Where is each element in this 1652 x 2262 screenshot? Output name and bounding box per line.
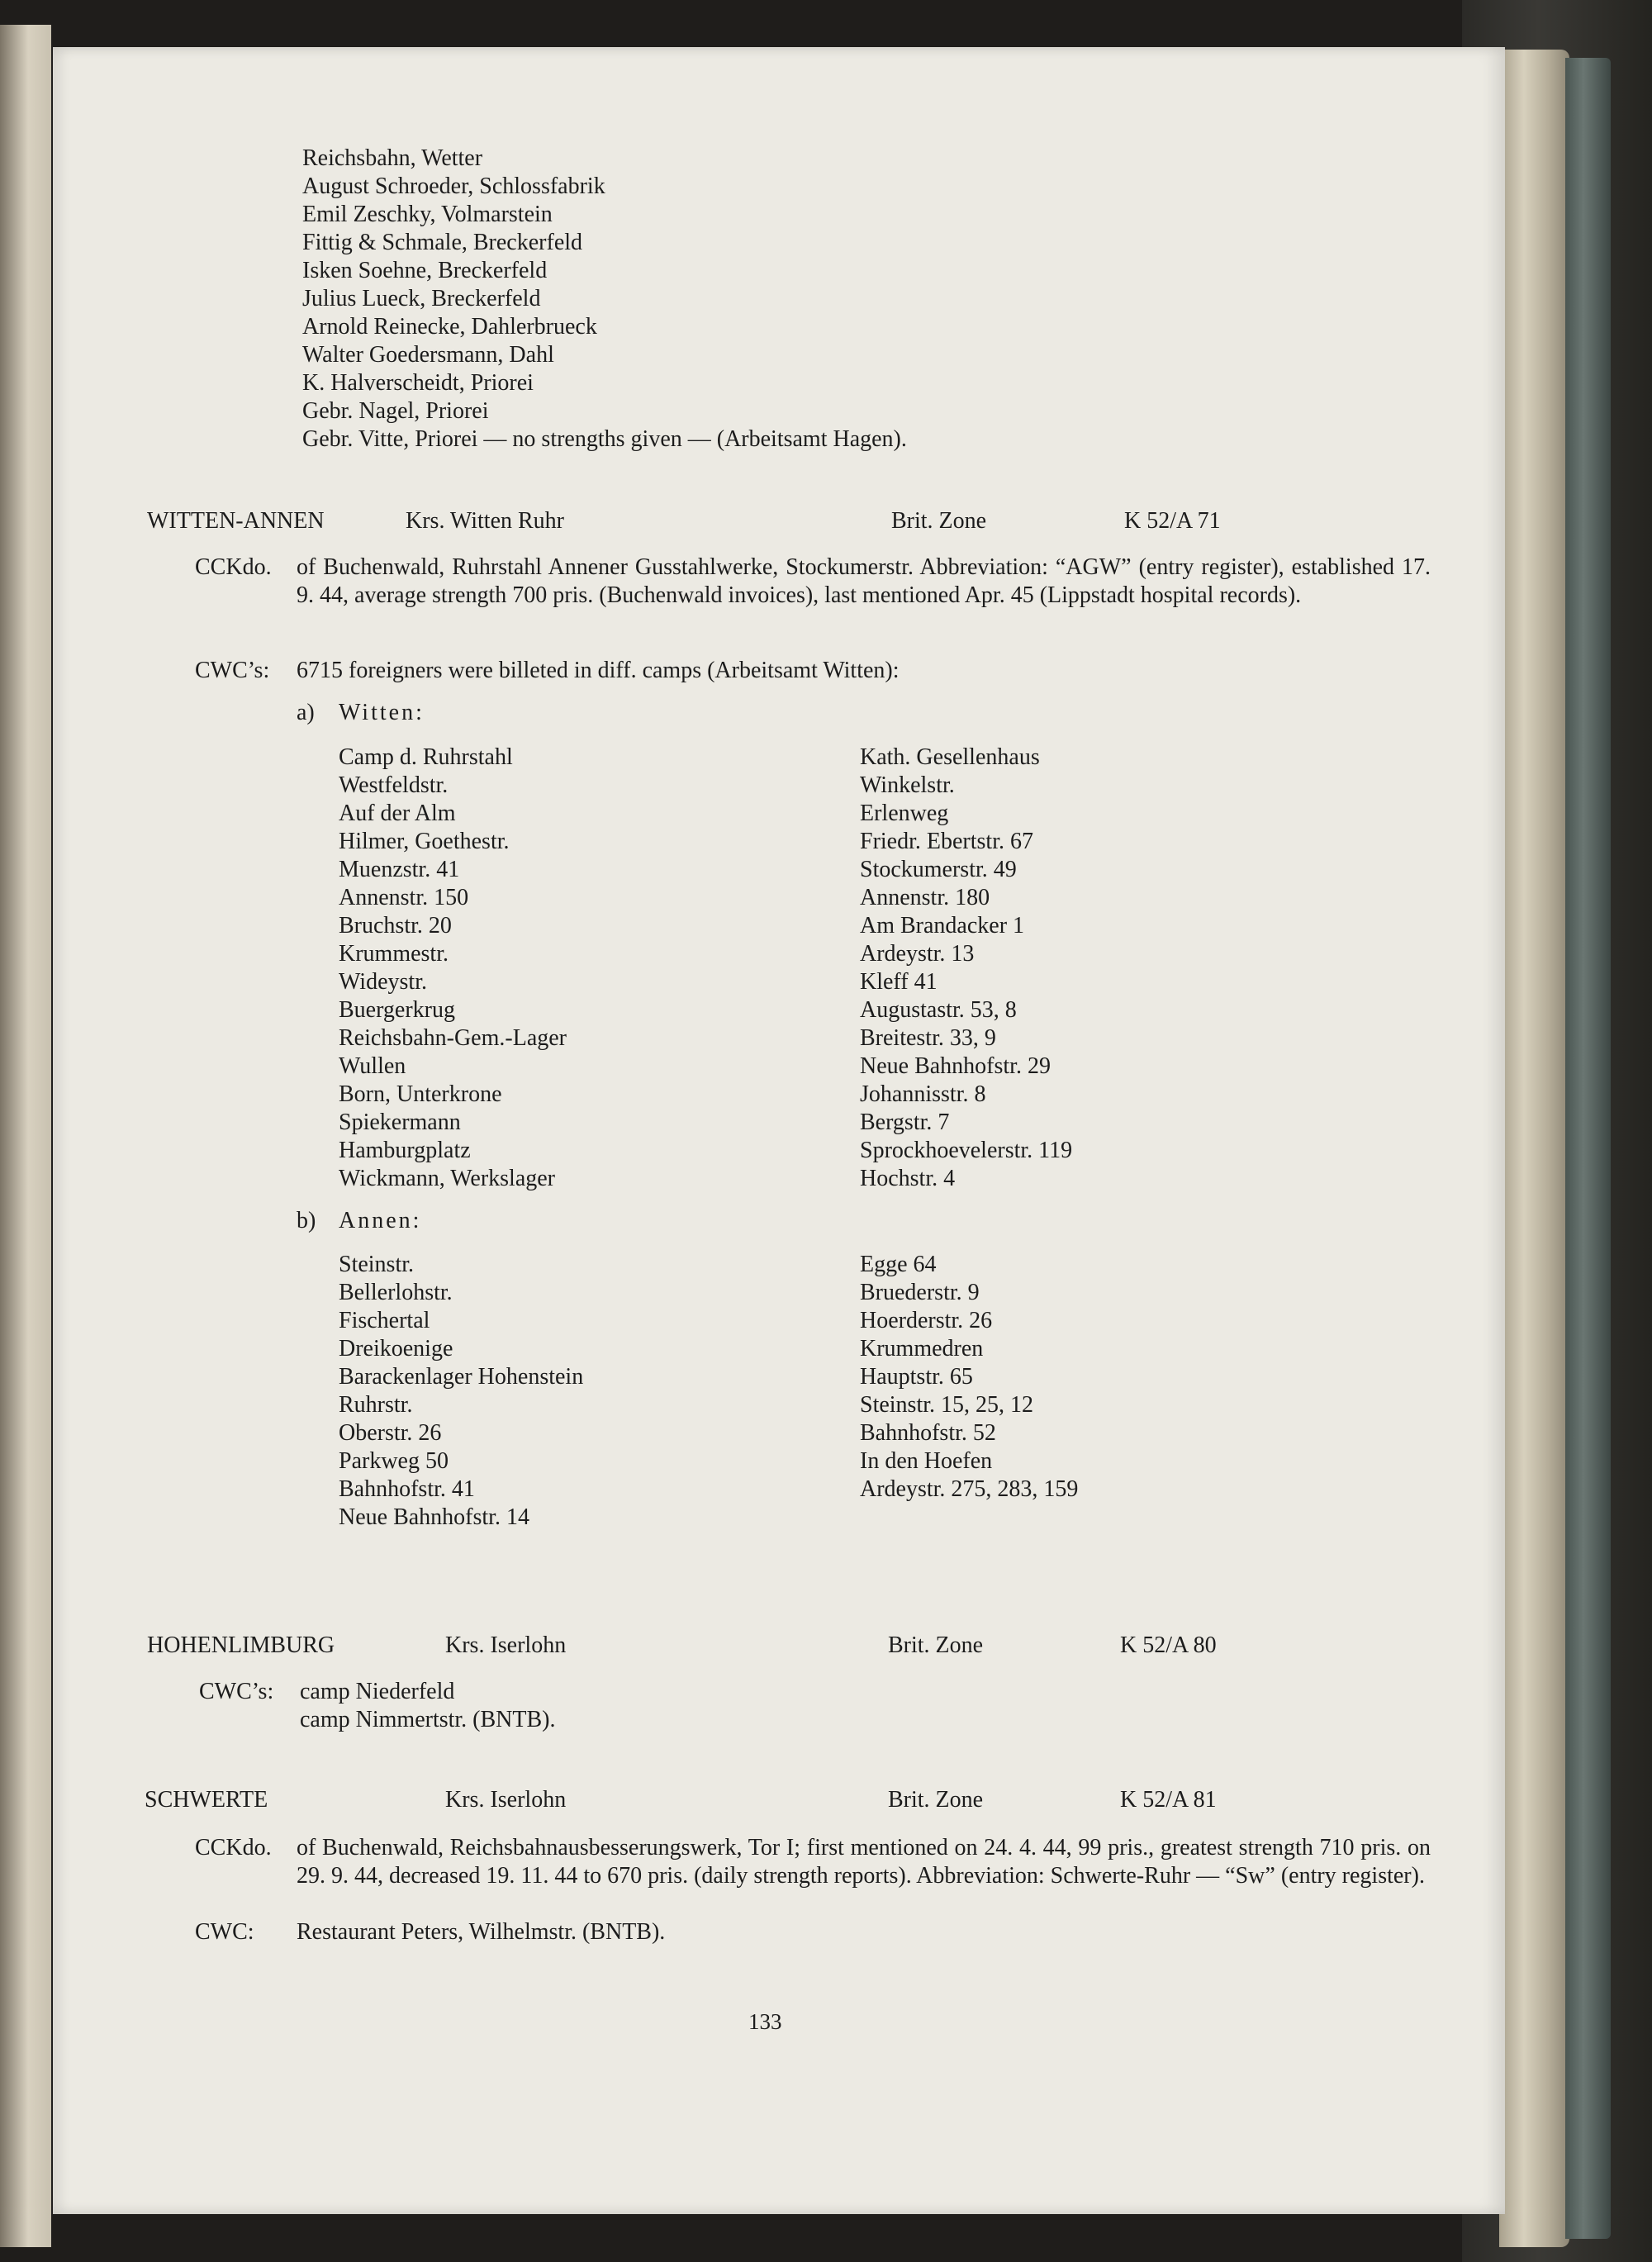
- camp-item: Dreikoenige: [339, 1336, 453, 1361]
- camp-item: Johannisstr. 8: [860, 1081, 986, 1107]
- list-item: Arnold Reinecke, Dahlerbrueck: [302, 314, 597, 340]
- camp-item: Ruhrstr.: [339, 1392, 413, 1418]
- camp-item: Breitestr. 33, 9: [860, 1025, 996, 1051]
- camp-item: In den Hoefen: [860, 1448, 993, 1474]
- camp-item: Hoerderstr. 26: [860, 1308, 993, 1333]
- camp-item: Annenstr. 150: [339, 885, 469, 910]
- camp-item: Egge 64: [860, 1252, 937, 1277]
- list-item: August Schroeder, Schlossfabrik: [302, 173, 605, 199]
- camp-item: camp Nimmertstr. (BNTB).: [300, 1707, 556, 1732]
- camp-item: Stockumerstr. 49: [860, 857, 1017, 882]
- camp-item: Auf der Alm: [339, 801, 456, 826]
- camp-item: camp Niederfeld: [300, 1679, 455, 1704]
- camp-item: Bruchstr. 20: [339, 913, 452, 939]
- list-item: Gebr. Nagel, Priorei: [302, 398, 489, 424]
- list-item: Julius Lueck, Breckerfeld: [302, 286, 541, 311]
- cckdo-text: of Buchenwald, Reichsbahnausbesserungswerk, Tor I; first mentioned on 24. 4. 44, 99 pris., greatest strength 710 pris. on 29. 9. 44, decreased 19. 11. 44 to 670 pris. (daily strength reports). Abbreviation: Schwerte-Ruhr — “Sw” (entry register).: [297, 1835, 1431, 1889]
- list-item: Gebr. Vitte, Priorei — no strengths given — (Arbeitsamt Hagen).: [302, 426, 907, 452]
- camp-item: Augustastr. 53, 8: [860, 997, 1017, 1023]
- page-number: 133: [748, 2009, 782, 2034]
- camp-item: Friedr. Ebertstr. 67: [860, 829, 1033, 854]
- reference-code: K 52/A 80: [1120, 1632, 1217, 1658]
- camp-item: Kath. Gesellenhaus: [860, 744, 1040, 770]
- camp-item: Ardeystr. 13: [860, 941, 975, 967]
- cckdo-label: CCKdo.: [195, 554, 272, 580]
- subsection-title: Annen:: [339, 1208, 422, 1233]
- list-item: Emil Zeschky, Volmarstein: [302, 202, 553, 227]
- camp-item: Oberstr. 26: [339, 1420, 442, 1446]
- camp-item: Bahnhofstr. 41: [339, 1476, 475, 1502]
- list-item: K. Halverscheidt, Priorei: [302, 370, 534, 396]
- camp-item: Neue Bahnhofstr. 14: [339, 1504, 529, 1530]
- cwc-label: CWC’s:: [199, 1679, 274, 1704]
- camp-item: Reichsbahn-Gem.-Lager: [339, 1025, 567, 1051]
- camp-item: Krummestr.: [339, 941, 449, 967]
- camp-item: Ardeystr. 275, 283, 159: [860, 1476, 1079, 1502]
- camp-item: Am Brandacker 1: [860, 913, 1025, 939]
- cwc-label: CWC’s:: [195, 658, 270, 683]
- subsection-label: b): [297, 1208, 316, 1233]
- camp-item: Muenzstr. 41: [339, 857, 460, 882]
- zone: Brit. Zone: [888, 1787, 984, 1813]
- camp-item: Spiekermann: [339, 1110, 461, 1135]
- camp-item: Hauptstr. 65: [860, 1364, 973, 1390]
- facing-page-edge: [0, 25, 51, 2247]
- cckdo-label: CCKdo.: [195, 1835, 272, 1860]
- camp-item: Neue Bahnhofstr. 29: [860, 1053, 1051, 1079]
- camp-item: Kleff 41: [860, 969, 938, 995]
- subsection-title: Witten:: [339, 700, 425, 725]
- camp-item: Born, Unterkrone: [339, 1081, 502, 1107]
- camp-item: Bellerlohstr.: [339, 1280, 453, 1305]
- camp-item: Bergstr. 7: [860, 1110, 950, 1135]
- place-name: SCHWERTE: [145, 1787, 268, 1813]
- camp-item: Steinstr.: [339, 1252, 415, 1277]
- camp-item: Camp d. Ruhrstahl: [339, 744, 513, 770]
- camp-item: Bruederstr. 9: [860, 1280, 980, 1305]
- camp-item: Hochstr. 4: [860, 1166, 956, 1191]
- camp-item: Barackenlager Hohenstein: [339, 1364, 584, 1390]
- zone: Brit. Zone: [891, 508, 987, 534]
- book-page-edges: [1499, 50, 1569, 2247]
- book-page: [53, 47, 1505, 2214]
- subsection-label: a): [297, 700, 315, 725]
- camp-item: Hilmer, Goethestr.: [339, 829, 510, 854]
- cwc-label: CWC:: [195, 1919, 254, 1945]
- camp-item: Sprockhoevelerstr. 119: [860, 1138, 1073, 1163]
- camp-item: Steinstr. 15, 25, 12: [860, 1392, 1034, 1418]
- cwc-text: Restaurant Peters, Wilhelmstr. (BNTB).: [297, 1919, 666, 1945]
- cckdo-text: of Buchenwald, Ruhrstahl Annener Gusstahlwerke, Stockumerstr. Abbreviation: “AGW” (entry register), established 17. 9. 44, average strength 700 pris. (Buchenwald invoices), last mentioned Apr. 45 (Lippstadt hospital records).: [297, 554, 1431, 608]
- reference-code: K 52/A 71: [1124, 508, 1221, 534]
- reference-code: K 52/A 81: [1120, 1787, 1217, 1813]
- list-item: Fittig & Schmale, Breckerfeld: [302, 230, 583, 255]
- camp-item: Westfeldstr.: [339, 772, 449, 798]
- camp-item: Wullen: [339, 1053, 406, 1079]
- camp-item: Buergerkrug: [339, 997, 455, 1023]
- camp-item: Krummedren: [860, 1336, 984, 1361]
- list-item: Reichsbahn, Wetter: [302, 145, 483, 171]
- camp-item: Wickmann, Werkslager: [339, 1166, 556, 1191]
- camp-item: Annenstr. 180: [860, 885, 990, 910]
- place-name: HOHENLIMBURG: [147, 1632, 335, 1658]
- camp-item: Winkelstr.: [860, 772, 955, 798]
- district: Krs. Iserlohn: [445, 1787, 567, 1813]
- camp-item: Erlenweg: [860, 801, 949, 826]
- camp-item: Fischertal: [339, 1308, 430, 1333]
- district: Krs. Iserlohn: [445, 1632, 567, 1658]
- list-item: Isken Soehne, Breckerfeld: [302, 258, 548, 283]
- book-cover-edge: [1565, 58, 1611, 2239]
- place-name: WITTEN-ANNEN: [147, 508, 325, 534]
- camp-item: Wideystr.: [339, 969, 427, 995]
- camp-item: Hamburgplatz: [339, 1138, 471, 1163]
- zone: Brit. Zone: [888, 1632, 984, 1658]
- camp-item: Bahnhofstr. 52: [860, 1420, 996, 1446]
- district: Krs. Witten Ruhr: [406, 508, 565, 534]
- cwc-text: 6715 foreigners were billeted in diff. camps (Arbeitsamt Witten):: [297, 658, 900, 683]
- list-item: Walter Goedersmann, Dahl: [302, 342, 554, 368]
- camp-item: Parkweg 50: [339, 1448, 449, 1474]
